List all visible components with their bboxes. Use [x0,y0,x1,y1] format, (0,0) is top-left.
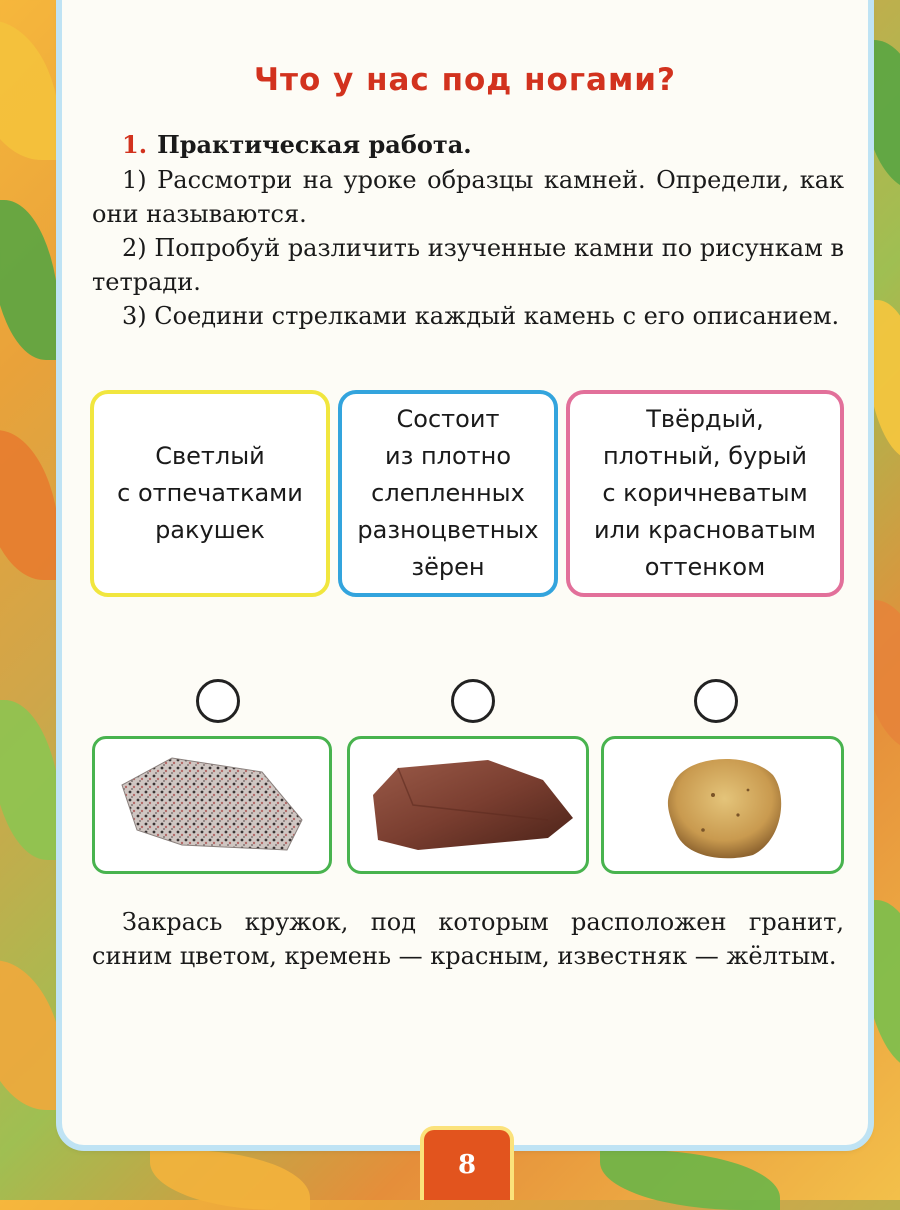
background-leaf [600,1150,780,1210]
description-box-granite [338,390,558,597]
background-leaf [150,1150,310,1210]
answer-circle-limestone[interactable] [694,679,738,723]
description-line: из плотно [384,442,512,470]
stone-frame-flint [347,736,589,874]
background-leaf [865,300,900,460]
limestone-stone-image [653,745,793,865]
description-line: плотный, бурый [603,442,807,470]
answer-circle-granite[interactable] [196,679,240,723]
granite-stone-image [112,750,312,860]
background-leaf [0,430,60,580]
background-leaf [0,960,65,1110]
description-line: оттенком [644,553,766,581]
description-line: Состоит [396,405,500,433]
answer-circle-flint[interactable] [451,679,495,723]
task-number: 1. [122,130,148,159]
description-box-limestone [90,390,330,597]
description-line: Твёрдый, [646,405,764,433]
background-leaf [0,700,62,860]
description-line: зёрен [411,553,485,581]
background-leaf [0,20,60,160]
background-leaf [0,200,60,360]
description-line: Светлый [155,442,265,470]
stone-frame-granite [92,736,332,874]
description-line: ракушек [155,516,265,544]
description-line: или красноватым [593,516,817,544]
instruction-text: Закрась кружок, под которым расположен гранит, синим цветом, кремень — красным, известняк — жёлтым. [92,908,844,970]
description-line: с коричневатым [602,479,808,507]
task-heading [92,128,844,162]
workbook-page [62,0,868,1145]
description-line: слепленных [371,479,525,507]
page-title: Что у нас под ногами? [253,62,677,98]
task-heading-text: Практическая работа. [157,130,472,159]
description-line: с отпечатками [117,479,303,507]
description-line: разноцветных [357,516,539,544]
task-step-3: 3) Соедини стрелками каждый камень с его описанием. [122,302,840,330]
task-step-2: 2) Попробуй различить изученные камни по рисункам в тетради. [92,234,844,296]
flint-stone-image [358,750,578,860]
description-box-flint [566,390,844,597]
stone-frame-limestone [601,736,844,874]
task-step-1: 1) Рассмотри на уроке образцы камней. Определи, как они называются. [92,166,844,228]
page-number-badge: 8 [420,1126,514,1200]
